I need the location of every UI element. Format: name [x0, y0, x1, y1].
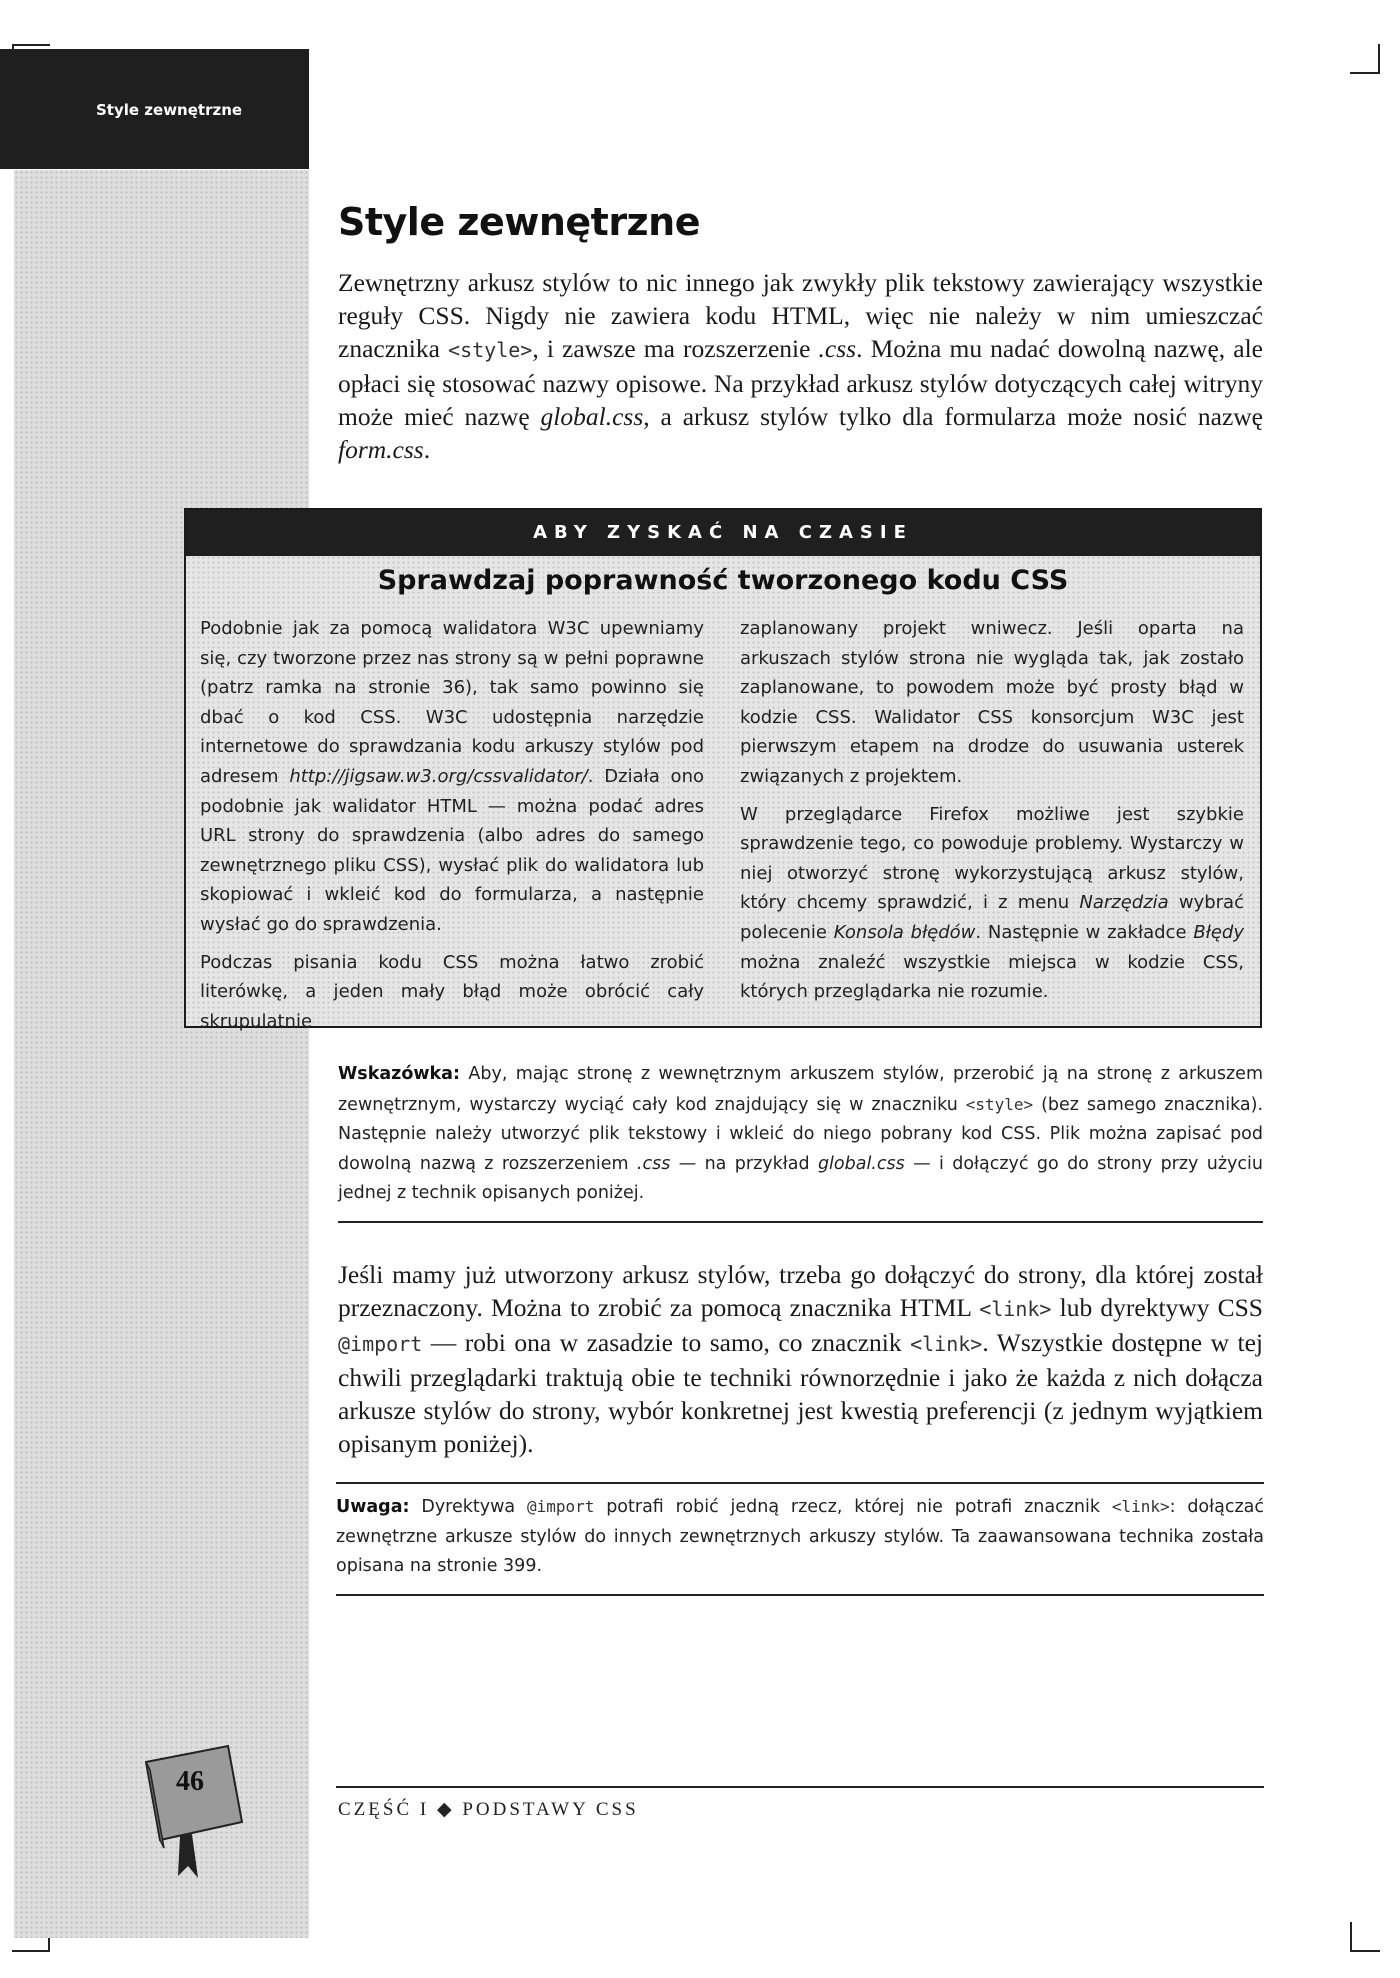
sidebar-box-title: Sprawdzaj poprawność tworzonego kodu CSS [377, 565, 1069, 596]
sidebar-paragraph: Podobnie jak za pomocą walidatora W3C upewniamy się, czy tworzone przez nas strony są w pełni poprawne (patrz ramka na stronie 36), tak samo powinno się dbać o kod CSS. W3C udostępnia narzędzie internetowe do sprawdzania kodu arkuszy stylów pod adresem http://jigsaw.w3.org/cssvalidator/. Działa ono podobnie jak walidator HTML — można podać adres URL strony do sprawdzenia (albo adres do samego zewnętrznego pliku CSS), wysłać plik do walidatora lub skopiować i wkleić kod do formularza, a następnie wysłać go do sprawdzenia. [200, 618, 704, 935]
section-label: Style zewnętrzne [96, 101, 243, 119]
running-footer: CZĘŚĆ I ◆ PODSTAWY CSS [338, 1799, 639, 1820]
sidebar-box [184, 508, 1262, 1032]
sidebar-box-header: ABY ZYSKAĆ NA CZASIE [186, 510, 1260, 556]
note-label: Uwaga: [336, 1497, 410, 1517]
validator-url: http://jigsaw.w3.org/cssvalidator/ [289, 765, 588, 787]
tip-label: Wskazówka: [338, 1064, 460, 1084]
sidebar-paragraph: Podczas pisania kodu CSS można łatwo zrobić literówkę, a jeden mały błąd może obrócić cały skrupulatnie [200, 951, 704, 1032]
section-header [0, 49, 309, 169]
link-import-paragraph: Jeśli mamy już utworzony arkusz stylów, trzeba go dołączyć do strony, dla której został przeznaczony. Można to zrobić za pomocą znacznika HTML <link> lub dyrektywy CSS @import — robi ona w zasadzie to samo, co znacznik <link>. Wszystkie dostępne w tej chwili przeglądarki traktują obie te techniki równorzędnie i jako że każda z nich dołącza arkusze stylów do strony, wybór konkretnej jest kwestią preferencji (z jednym wyjątkiem opisanym poniżej). [338, 1260, 1263, 1458]
sidebar-paragraph: W przeglądarce Firefox możliwe jest szybkie sprawdzenie tego, co powoduje problemy. Wystarczy w niej otworzyć stronę wykorzystującą arkusz stylów, który chcemy sprawdzić, i z menu Narzędzia wybrać polecenie Konsola błędów. Następnie w zakładce Błędy można znaleźć wszystkie miejsca w kodzie CSS, których przeglądarka nie rozumie. [740, 803, 1244, 1003]
intro-paragraph: Zewnętrzny arkusz stylów to nic innego jak zwykły plik tekstowy zawierający wszystkie reguły CSS. Nigdy nie zawiera kodu HTML, więc nie należy w nim umieszczać znacznika <style>, i zawsze ma rozszerzenie .css. Można mu nadać dowolną nazwę, ale opłaci się stosować nazwy opisowe. Na przykład arkusz stylów dotyczących całej witryny może mieć nazwę global.css, a arkusz stylów tylko dla formularza może nosić nazwę form.css. [338, 268, 1263, 464]
side-band [14, 170, 309, 1938]
warning-note: Uwaga: Dyrektywa @import potrafi robić jedną rzecz, której nie potrafi znacznik <link>: dołączać zewnętrzne arkusze stylów do innych zewnętrznych arkuszy stylów. Ta zaawansowana technika została opisana na stronie 399. [336, 1482, 1264, 1596]
page-title: Style zewnętrzne [338, 200, 700, 244]
sidebar-box-column-left [200, 614, 704, 1044]
sidebar-paragraph: zaplanowany projekt wniwecz. Jeśli oparta na arkuszach stylów strona nie wygląda tak, jak zostało zaplanowane, to powodem może być prosty błąd w kodzie CSS. Walidator CSS konsorcjum W3C jest pierwszym etapem na drodze do usuwania usterek związanych z projektem. [740, 618, 1244, 787]
page-number: 46 [176, 1766, 204, 1797]
footer-rule [336, 1786, 1264, 1788]
tip-note: Wskazówka: Aby, mając stronę z wewnętrznym arkuszem stylów, przerobić ją na stronę z arkuszem zewnętrznym, wystarczy wyciąć cały kod znajdujący się w znaczniku <style> (bez samego znacznika). Następnie należy utworzyć plik tekstowy i wkleić do niego pobrany kod CSS. Plik można zapisać pod dowolną nazwą z rozszerzeniem .css — na przykład global.css — i dołączyć go do strony przy użyciu jednej z technik opisanych poniżej. [338, 1060, 1263, 1223]
sidebar-box-column-right [740, 614, 1244, 1015]
crop-mark-top-right [1350, 44, 1380, 74]
crop-mark-bottom-right [1350, 1922, 1380, 1952]
page-number-book-icon [140, 1740, 250, 1880]
